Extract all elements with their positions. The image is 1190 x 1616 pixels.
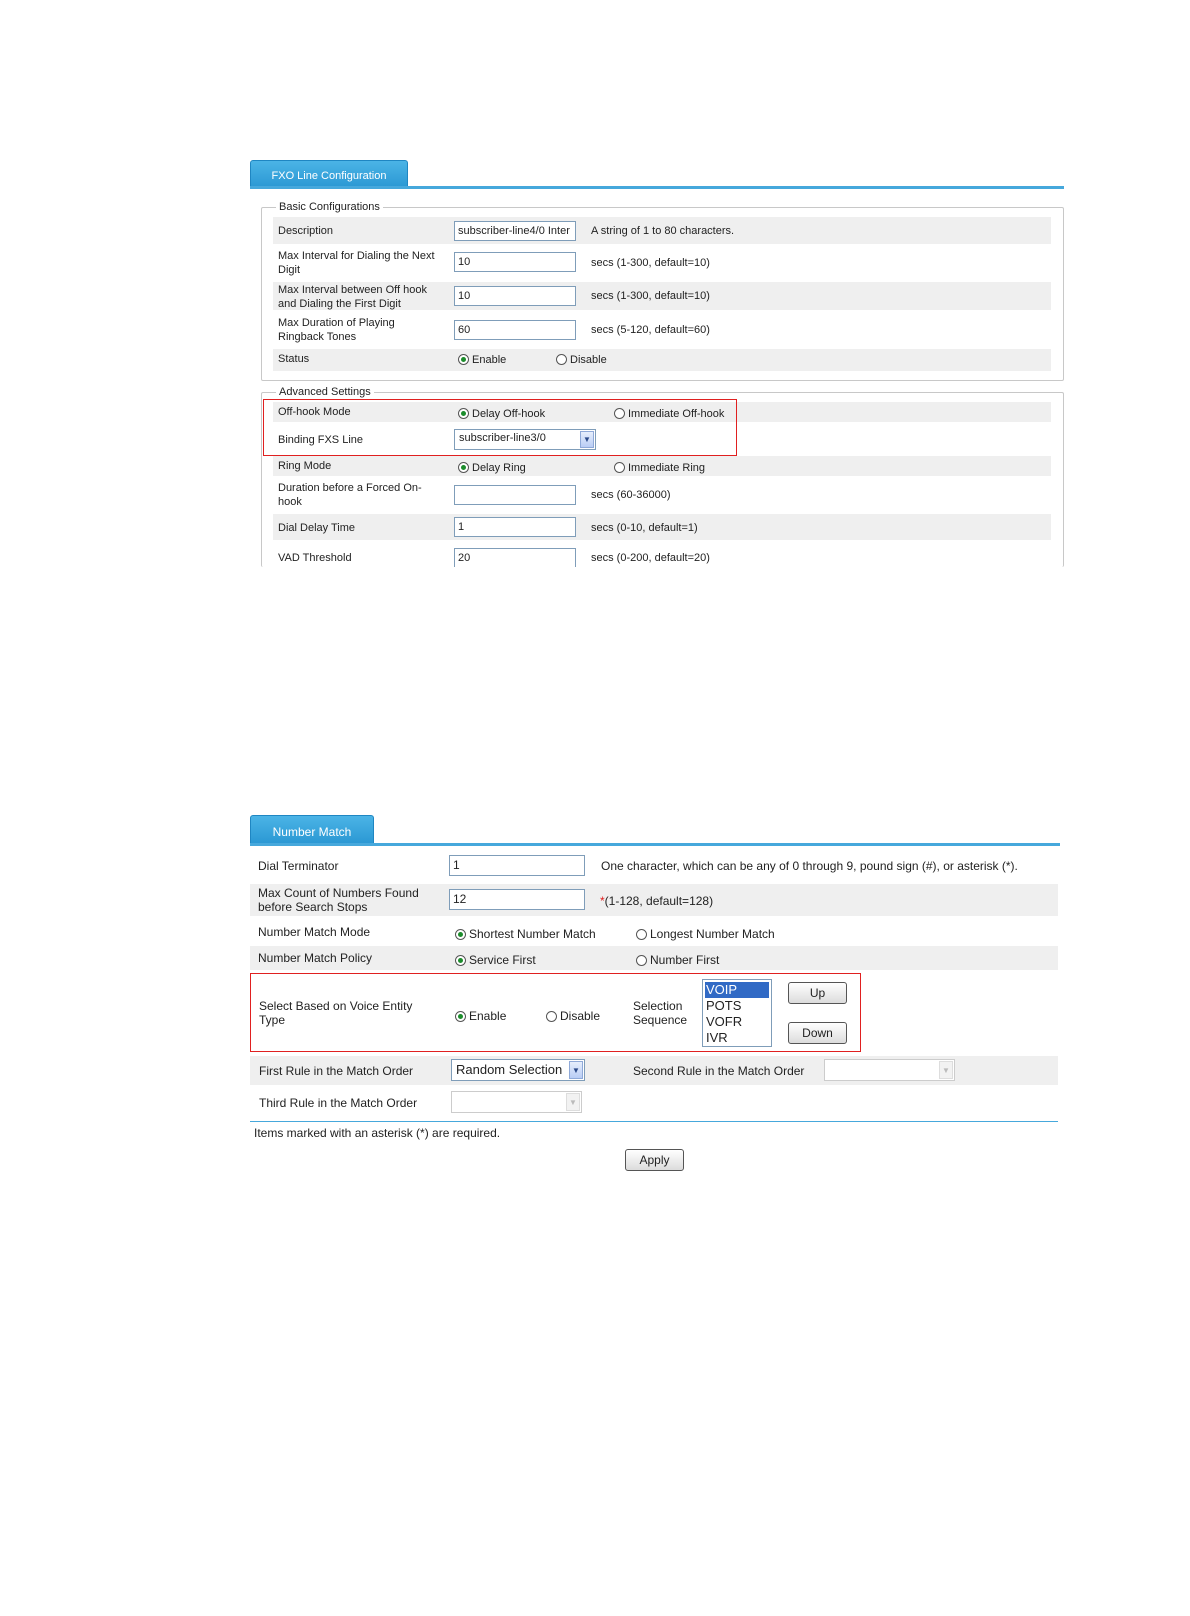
offhook-mode-label: Off-hook Mode	[278, 406, 351, 418]
description-hint: A string of 1 to 80 characters.	[591, 225, 735, 237]
max-interval-next-input[interactable]: 10	[454, 252, 576, 272]
description-label: Description	[278, 225, 334, 237]
immediate-ring-radio[interactable]: Immediate Ring	[614, 461, 705, 475]
radio-empty-icon	[636, 955, 647, 966]
delay-ring-radio[interactable]: Delay Ring	[458, 461, 526, 475]
tab-fxo-line-configuration[interactable]: FXO Line Configuration	[250, 160, 408, 188]
shortest-number-match-radio[interactable]: Shortest Number Match	[455, 927, 596, 941]
list-item[interactable]: VOIP	[705, 982, 769, 998]
status-enable-radio[interactable]: Enable	[458, 353, 506, 367]
max-count-input[interactable]: 12	[449, 889, 585, 910]
binding-fxs-line-label: Binding FXS Line	[278, 434, 363, 446]
delay-offhook-radio[interactable]: Delay Off-hook	[458, 407, 545, 421]
max-interval-first-label: Max Interval between Off hook and Dialing the First Digit	[278, 284, 427, 310]
service-first-radio[interactable]: Service First	[455, 953, 536, 967]
voice-entity-disable-radio[interactable]: Disable	[546, 1009, 600, 1023]
chevron-down-icon: ▼	[580, 431, 594, 448]
required-footnote: Items marked with an asterisk (*) are required.	[254, 1126, 501, 1140]
first-rule-select[interactable]: Random Selection ▼	[451, 1059, 585, 1081]
voice-entity-enable-radio[interactable]: Enable	[455, 1009, 506, 1023]
status-disable-radio[interactable]: Disable	[556, 353, 607, 367]
radio-empty-icon	[556, 354, 567, 365]
number-match-policy-label: Number Match Policy	[258, 951, 373, 965]
vad-threshold-input[interactable]: 20	[454, 548, 576, 567]
binding-fxs-line-select[interactable]: subscriber-line3/0 ▼	[454, 429, 596, 450]
max-interval-next-label: Max Interval for Dialing the Next Digit	[278, 250, 435, 276]
dial-terminator-hint: One character, which can be any of 0 through 9, pound sign (#), or asterisk (*).	[601, 859, 1018, 873]
dial-delay-hint: secs (0-10, default=1)	[591, 522, 698, 534]
radio-selected-icon	[455, 929, 466, 940]
number-match-mode-label: Number Match Mode	[258, 925, 371, 939]
max-duration-hint: secs (5-120, default=60)	[591, 324, 710, 336]
third-rule-select[interactable]	[451, 1091, 582, 1113]
ring-mode-label: Ring Mode	[278, 460, 332, 472]
dial-delay-label: Dial Delay Time	[278, 522, 356, 534]
list-item[interactable]: POTS	[706, 998, 742, 1013]
status-label: Status	[278, 353, 310, 365]
vad-threshold-label: VAD Threshold	[278, 552, 352, 564]
highlight-box-voice-entity	[250, 973, 861, 1052]
immediate-offhook-radio[interactable]: Immediate Off-hook	[614, 407, 724, 421]
radio-selected-icon	[458, 354, 469, 365]
tab-number-match[interactable]: Number Match	[250, 815, 374, 844]
radio-selected-icon	[455, 955, 466, 966]
number-first-radio[interactable]: Number First	[636, 953, 719, 967]
third-rule-label: Third Rule in the Match Order	[259, 1096, 418, 1110]
vad-threshold-hint: secs (0-200, default=20)	[591, 552, 710, 564]
list-item[interactable]: IVR	[706, 1030, 728, 1045]
footer-divider	[250, 1121, 1058, 1122]
radio-selected-icon	[458, 462, 469, 473]
dial-delay-input[interactable]: 1	[454, 517, 576, 537]
row-stripe-status	[273, 349, 1051, 371]
advanced-settings-legend: Advanced Settings	[276, 386, 374, 398]
dial-terminator-label: Dial Terminator	[258, 859, 339, 873]
forced-onhook-hint: secs (60-36000)	[591, 489, 671, 501]
tab-underline	[250, 186, 1064, 189]
max-count-label: Max Count of Numbers Found before Search Stops	[258, 886, 419, 914]
description-input[interactable]: subscriber-line4/0 Inter	[454, 221, 576, 241]
list-item[interactable]: VOFR	[706, 1014, 743, 1029]
down-button[interactable]: Down	[788, 1022, 847, 1044]
chevron-down-icon: ▼	[569, 1061, 583, 1079]
dial-terminator-input[interactable]: 1	[449, 855, 585, 876]
max-interval-first-hint: secs (1-300, default=10)	[591, 290, 710, 302]
max-interval-next-hint: secs (1-300, default=10)	[591, 257, 710, 269]
max-interval-first-input[interactable]: 10	[454, 286, 576, 306]
second-rule-label: Second Rule in the Match Order	[633, 1064, 805, 1078]
basic-configurations-legend: Basic Configurations	[276, 201, 383, 213]
apply-button[interactable]: Apply	[625, 1149, 684, 1171]
first-rule-label: First Rule in the Match Order	[259, 1064, 414, 1078]
voice-entity-label: Select Based on Voice Entity Type	[259, 999, 413, 1027]
tab-underline	[250, 843, 1060, 846]
forced-onhook-input[interactable]	[454, 485, 576, 505]
selection-sequence-label: Selection Sequence	[633, 999, 688, 1027]
second-rule-select[interactable]	[824, 1059, 955, 1081]
highlight-box-offhook-binding	[263, 399, 737, 456]
radio-empty-icon	[636, 929, 647, 940]
max-count-hint: *(1-128, default=128)	[600, 894, 714, 908]
radio-empty-icon	[614, 462, 625, 473]
up-button[interactable]: Up	[788, 982, 847, 1004]
forced-onhook-label: Duration before a Forced On- hook	[278, 482, 422, 508]
longest-number-match-radio[interactable]: Longest Number Match	[636, 927, 775, 941]
max-duration-input[interactable]: 60	[454, 320, 576, 340]
chevron-down-icon: ▼	[566, 1093, 580, 1111]
chevron-down-icon: ▼	[939, 1061, 953, 1079]
max-duration-label: Max Duration of Playing Ringback Tones	[278, 317, 395, 343]
